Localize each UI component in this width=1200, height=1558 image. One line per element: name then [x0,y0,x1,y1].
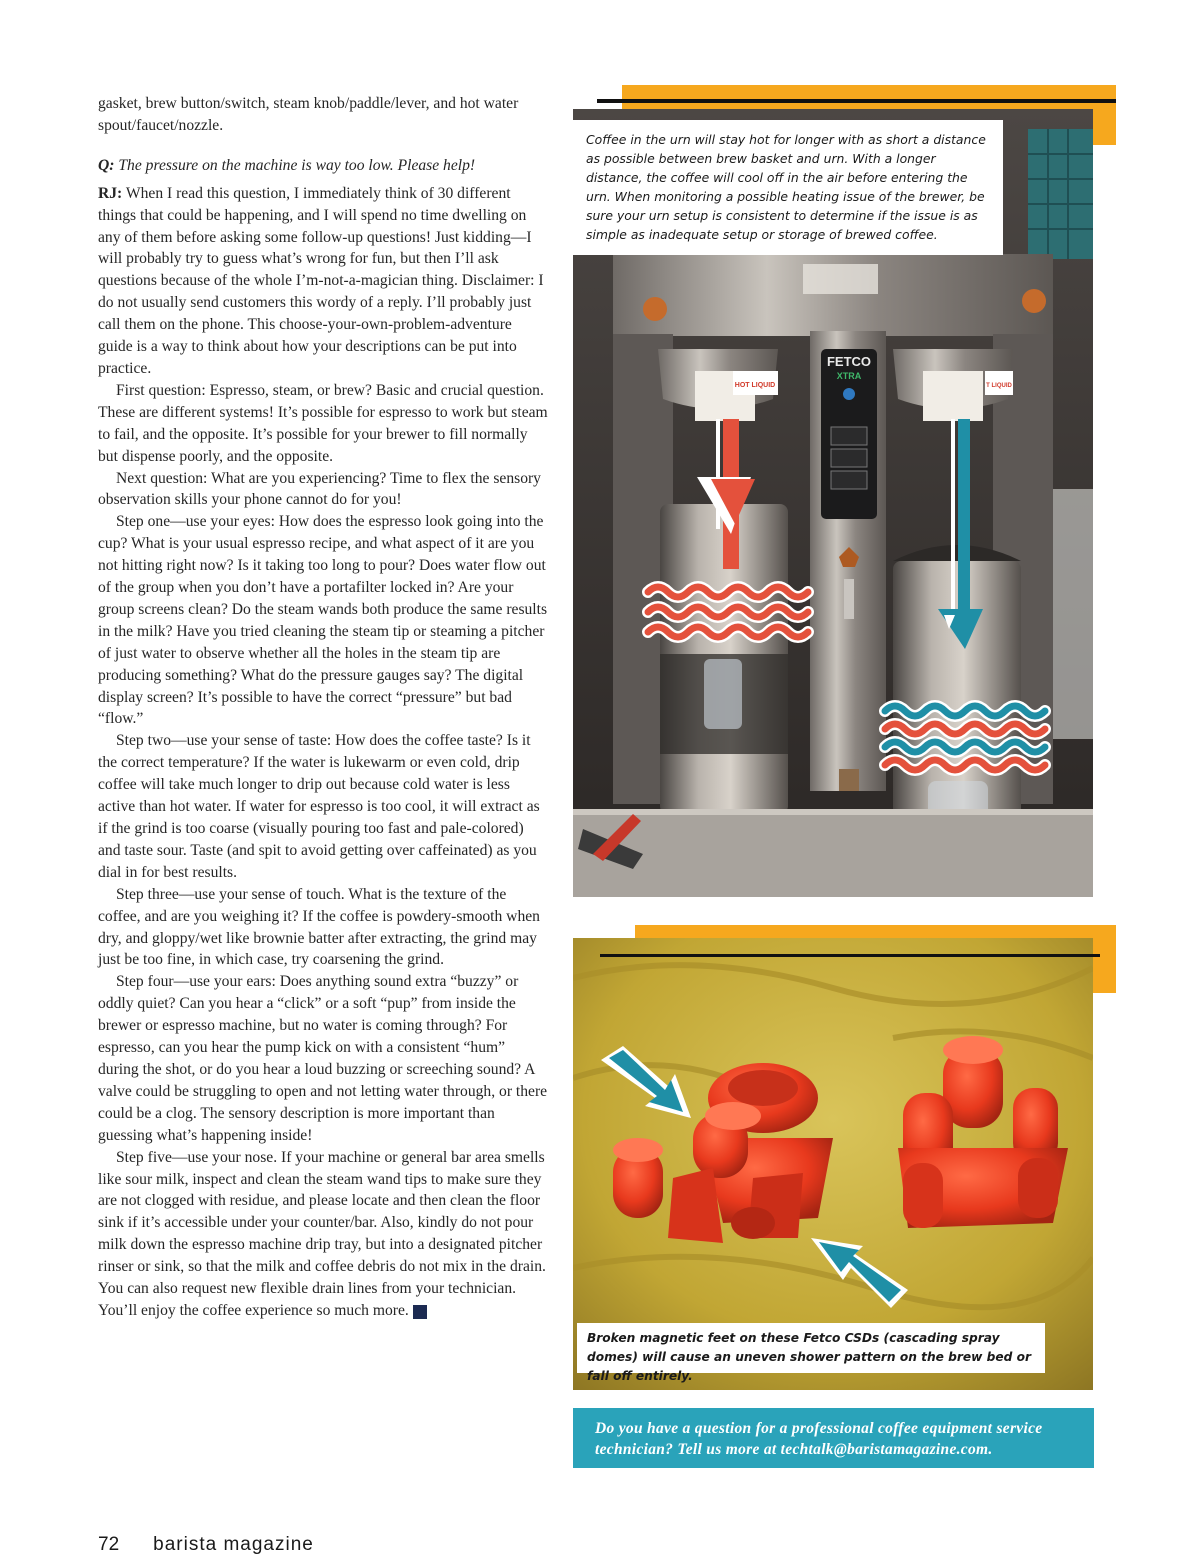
step-four-paragraph: Step four—use your ears: Does anything sound extra “buzzy” or oddly quiet? Can you hear a “click” or a soft “pup” from inside the brewer or espresso machine, but no water is coming through? For espresso, can you hear the pump kick on with a consistent “hum” during the shot, or do you hear a loud buzzing or screeching sound? A valve could be struggling to open and not letting water through, or there could be a clog. The sensory description is more important than guessing what’s happening inside! [98,973,548,1144]
next-question-paragraph: Next question: What are you experiencing? Time to flex the sensory observation skills your phone cannot do for you! [98,469,541,509]
photo-caption-spray-dome: Broken magnetic feet on these Fetco CSDs (cascading spray domes) will cause an uneven shower pattern on the brew bed or fall off entirely. [577,1323,1045,1373]
end-mark-icon: b [413,1305,427,1319]
brand-label: FETCO [826,354,872,369]
hot-liquid-label-right: T LIQUID [986,383,1012,389]
answer-text: When I read this question, I immediately think of 30 different things that could be happening, and I will spend no time dwelling on any of them before asking some follow-up questions! Just kidding—I will probably try to guess what’s wrong for fun, but then I’ll ask questions because of the whole I’m-not-a-magician thing. Disclaimer: I do not usually send customers this wordy of a reply. I’ll probably just call them on the phone. This choose-your-own-problem-adventure guide is a way to think about how your descriptions can be put into practice. [98,184,544,377]
reader-question [98,155,548,177]
photo-caption-urn: Coffee in the urn will stay hot for longer with as short a distance as possible between brew basket and urn. With a longer distance, the coffee will cool off in the air before entering the urn. When monitoring a possible heating issue of the brewer, be sure your urn setup is consistent to determine if the issue is as simple as inadequate setup or storage of brewed coffee. [573,120,1003,255]
intro-paragraph: gasket, brew button/switch, steam knob/paddle/lever, and hot water spout/faucet/nozzle. [98,95,519,134]
page-footer [98,1534,314,1556]
question-label: Q: [98,156,115,174]
model-label: XTRA [836,371,862,381]
question-call-to-action: Do you have a question for a professional coffee equipment service technician? Tell us more at techtalk@baristamagazine.com. [573,1408,1094,1468]
step-two-paragraph: Step two—use your sense of taste: How does the coffee taste? Is it the correct temperature? If the water is lukewarm or even cold, drip coffee will take much longer to drip out because cold water is less active than hot water. If water for espresso is too cool, it will extract as if the grind is too coarse (visually pouring too fast and pale-colored) and taste sour. Taste (and spit to avoid getting over caffeinated) as you dial in for best results. [98,732,540,881]
step-five-paragraph [98,1147,548,1322]
question-text: The pressure on the machine is way too low. Please help! [114,156,476,174]
hot-liquid-label-left: HOT LIQUID [734,382,776,389]
step-one-paragraph: Step one—use your eyes: How does the espresso look going into the cup? What is your usual espresso recipe, and what aspect of it are you not hitting right now? Is it taking too long to pour? Does water flow out of the group when you don’t have a portafilter locked in? Are your group screens clean? Do the steam wands both produce the same results in the milk? Have you tried cleaning the steam tip or steaming a pitcher of just water to observe whether all the holes in the steam tip are producing something? What do the pressure gauges say? The digital display screen? It’s possible to have the correct “pressure” but bad “flow.” [98,513,548,728]
article-body [98,93,548,1322]
answer-label: RJ: [98,184,123,202]
answer-paragraph [98,183,548,380]
step-three-paragraph: Step three—use your sense of touch. What is the texture of the coffee, and are you weighing it? If the coffee is powdery-smooth when dry, and gloppy/wet like brownie batter after extracting, the grind may just be too fine, in which case, try coarsening the grind. [98,885,540,969]
left-heat-wave-icon [648,587,808,637]
step-five-text: Step five—use your nose. If your machine or general bar area smells like sour milk, inspect and clean the steam wand tips to make sure they are not clogged with residue, and please locate and then clean the floor sink if it’s accessible under your counter/bar. Also, kindly do not pour milk down the espresso machine drip tray, but into a designated pitcher rinser or sink, so that the milk and coffee debris do not mix in the drain. You can also request new flexible drain lines from your technician. You’ll enjoy the coffee experience so much more. [98,1148,546,1319]
page-number: 72 [98,1534,120,1555]
magazine-name: barista magazine [153,1534,314,1555]
black-rule-2 [600,954,1100,957]
black-rule-1 [597,99,1116,103]
first-question-paragraph: First question: Espresso, steam, or brew? Basic and crucial question. These are different systems! It’s possible for espresso to work but steam to fail, and the opposite. It’s possible for your brewer to fill normally but dispense poorly, and the opposite. [98,381,548,465]
